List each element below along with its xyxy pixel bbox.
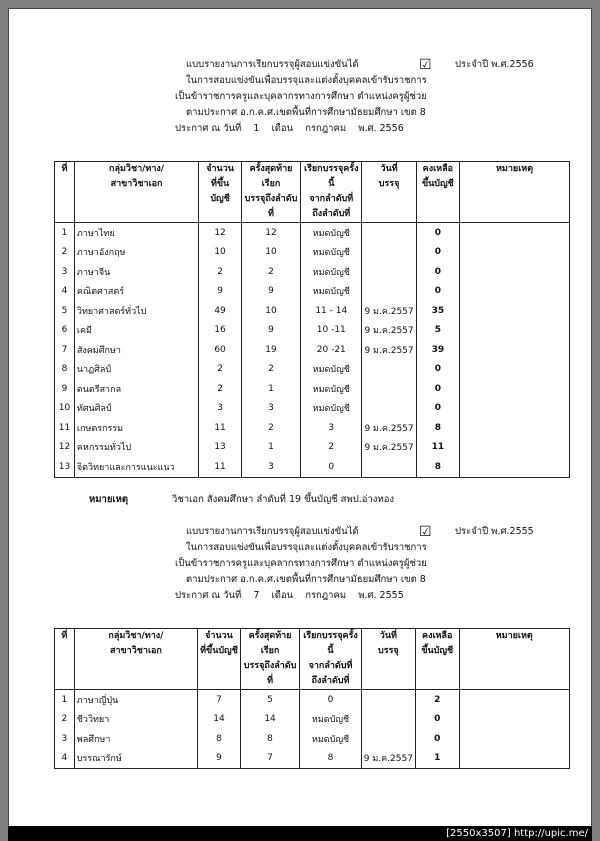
remark-cell	[460, 223, 570, 243]
call-range-cell: 20 -21	[301, 340, 362, 360]
date-cell: 9 ม.ค.2557	[362, 321, 416, 341]
table-row	[55, 223, 570, 243]
remain-cell: 35	[416, 301, 459, 321]
count-cell: 11	[199, 457, 242, 477]
table-row	[55, 710, 570, 730]
remain-cell: 8	[416, 418, 459, 438]
date-cell	[361, 690, 415, 710]
count-cell: 12	[199, 223, 242, 243]
subject-cell: วิทยาศาสตร์ทั่วไป	[74, 301, 198, 321]
row-number: 3	[55, 262, 75, 282]
remain-cell: 0	[416, 243, 459, 263]
date-cell	[362, 243, 416, 263]
col-header-count: จำนวน ที่ขึ้นบัญชี	[198, 629, 241, 690]
subject-cell: ภาษาอังกฤษ	[74, 243, 198, 263]
remark-cell	[460, 282, 570, 302]
subject-cell: บรรณารักษ์	[74, 749, 197, 769]
col-header-call-range: เรียกบรรจุครั้งนี้ จากลำดับที่ ถึงลำดับที่	[300, 629, 362, 690]
last-called-cell: 5	[240, 690, 299, 710]
call-range-cell: หมดบัญชี	[300, 710, 362, 730]
report-2-table-body	[55, 690, 570, 769]
col-header-remain: คงเหลือ ขึ้นบัญชี	[415, 629, 459, 690]
count-cell: 2	[199, 379, 242, 399]
table-row	[55, 749, 570, 769]
last-called-cell: 1	[241, 379, 300, 399]
col-header-date: วันที่ บรรจุ	[362, 162, 416, 223]
row-number: 7	[55, 340, 75, 360]
remain-cell: 39	[416, 340, 459, 360]
note-text: วิชาเอก สังคมศึกษา ลำดับที่ 19 ขึ้นบัญชี สพป.อ่างทอง	[172, 494, 395, 505]
remark-cell	[459, 729, 569, 749]
subject-cell: สังคมศึกษา	[74, 340, 198, 360]
table-row	[55, 340, 570, 360]
date-cell: 9 ม.ค.2557	[361, 749, 415, 769]
last-called-cell: 2	[241, 360, 300, 380]
row-number: 2	[55, 710, 75, 730]
last-called-cell: 14	[240, 710, 299, 730]
remark-cell	[459, 749, 569, 769]
row-number: 13	[55, 457, 75, 477]
col-header-count: จำนวน ที่ขึ้นบัญชี	[199, 162, 242, 223]
subject-cell: เกษตรกรรม	[74, 418, 198, 438]
subject-cell: ดนตรีสากล	[74, 379, 198, 399]
count-cell: 9	[198, 749, 241, 769]
count-cell: 49	[199, 301, 242, 321]
table-row	[55, 457, 570, 477]
col-header-remark: หมายเหตุ	[459, 629, 569, 690]
row-number: 11	[55, 418, 75, 438]
count-cell: 2	[199, 262, 242, 282]
count-cell: 2	[199, 360, 242, 380]
date-cell: 9 ม.ค.2557	[362, 438, 416, 458]
remark-cell	[460, 243, 570, 263]
remain-cell: 0	[415, 729, 459, 749]
checkbox-checked-icon: ☑	[419, 524, 432, 540]
col-header-subject: กลุ่มวิชา/ทาง/ สาขาวิชาเอก	[74, 629, 197, 690]
last-called-cell: 10	[241, 243, 300, 263]
call-range-cell: หมดบัญชี	[301, 223, 362, 243]
row-number: 3	[55, 729, 75, 749]
call-range-cell: 0	[300, 690, 362, 710]
remain-cell: 0	[415, 710, 459, 730]
count-cell: 13	[199, 438, 242, 458]
table-row	[55, 262, 570, 282]
table-row	[55, 360, 570, 380]
remain-cell: 0	[416, 223, 459, 243]
report-1-table-body	[55, 223, 570, 478]
col-header-no: ที่	[55, 162, 75, 223]
col-header-no: ที่	[55, 629, 75, 690]
call-range-cell: 0	[301, 457, 362, 477]
remain-cell: 8	[416, 457, 459, 477]
col-header-last-called: ครั้งสุดท้ายเรียก บรรจุถึงลำดับที่	[240, 629, 299, 690]
table-row	[55, 379, 570, 399]
row-number: 2	[55, 243, 75, 263]
date-cell	[362, 360, 416, 380]
call-range-cell: หมดบัญชี	[301, 282, 362, 302]
table-row	[55, 438, 570, 458]
note-label: หมายเหตุ	[89, 494, 129, 505]
call-range-cell: หมดบัญชี	[301, 379, 362, 399]
remain-cell: 11	[416, 438, 459, 458]
report-line-2: ในการสอบแข่งขันเพื่อบรรจุและแต่งตั้งบุคคลเข้ารับราชการ	[186, 542, 427, 553]
call-range-cell: 10 -11	[301, 321, 362, 341]
col-header-remain: คงเหลือ ขึ้นบัญชี	[416, 162, 459, 223]
remark-cell	[460, 418, 570, 438]
date-cell	[361, 710, 415, 730]
report-title: แบบรายงานการเรียกบรรจุผู้สอบแข่งขันได้	[186, 526, 359, 537]
remark-cell	[460, 457, 570, 477]
last-called-cell: 3	[241, 399, 300, 419]
table-row	[55, 399, 570, 419]
subject-cell: ชีววิทยา	[74, 710, 197, 730]
last-called-cell: 19	[241, 340, 300, 360]
remark-cell	[459, 710, 569, 730]
remain-cell: 0	[416, 282, 459, 302]
date-cell: 9 ม.ค.2557	[362, 340, 416, 360]
report-date-line: ประกาศ ณ วันที่ 7 เดือน กรกฎาคม พ.ศ. 2555	[175, 590, 404, 601]
row-number: 6	[55, 321, 75, 341]
report-line-3: เป็นข้าราชการครูและบุคลากรทางการศึกษา ตำแหน่งครูผู้ช่วย	[175, 91, 427, 102]
remain-cell: 0	[416, 360, 459, 380]
col-header-remark: หมายเหตุ	[460, 162, 570, 223]
count-cell: 7	[198, 690, 241, 710]
remain-cell: 0	[416, 379, 459, 399]
image-size-footer: [2550x3507] http://upic.me/	[8, 826, 592, 841]
row-number: 4	[55, 282, 75, 302]
report-line-4: ตามประกาศ อ.ก.ค.ศ.เขตพื้นที่การศึกษามัธยมศึกษา เขต 8	[186, 107, 426, 118]
report-year: ประจำปี พ.ศ.2556	[455, 59, 534, 70]
call-range-cell: 8	[300, 749, 362, 769]
remark-cell	[460, 438, 570, 458]
table-row	[55, 729, 570, 749]
count-cell: 10	[199, 243, 242, 263]
last-called-cell: 9	[241, 282, 300, 302]
date-cell	[362, 379, 416, 399]
date-cell	[362, 457, 416, 477]
subject-cell: นาฏศิลป์	[74, 360, 198, 380]
col-header-date: วันที่ บรรจุ	[361, 629, 415, 690]
subject-cell: คหกรรมทั่วไป	[74, 438, 198, 458]
count-cell: 60	[199, 340, 242, 360]
last-called-cell: 1	[241, 438, 300, 458]
count-cell: 3	[199, 399, 242, 419]
last-called-cell: 8	[240, 729, 299, 749]
call-range-cell: หมดบัญชี	[301, 243, 362, 263]
subject-cell: ภาษาญี่ปุ่น	[74, 690, 197, 710]
row-number: 10	[55, 399, 75, 419]
date-cell	[361, 729, 415, 749]
remain-cell: 2	[415, 690, 459, 710]
row-number: 1	[55, 223, 75, 243]
call-range-cell: 3	[301, 418, 362, 438]
report-2-table	[54, 628, 570, 769]
subject-cell: ภาษาไทย	[74, 223, 198, 243]
remark-cell	[460, 321, 570, 341]
call-range-cell: หมดบัญชี	[300, 729, 362, 749]
last-called-cell: 9	[241, 321, 300, 341]
table-row	[55, 418, 570, 438]
report-line-4: ตามประกาศ อ.ก.ค.ศ.เขตพื้นที่การศึกษามัธยมศึกษา เขต 8	[186, 574, 426, 585]
date-cell: 9 ม.ค.2557	[362, 418, 416, 438]
report-title: แบบรายงานการเรียกบรรจุผู้สอบแข่งขันได้	[186, 59, 359, 70]
table-header-row	[55, 629, 570, 690]
call-range-cell: หมดบัญชี	[301, 262, 362, 282]
table-header-row	[55, 162, 570, 223]
last-called-cell: 2	[241, 262, 300, 282]
table-row	[55, 690, 570, 710]
subject-cell: ทัศนศิลป์	[74, 399, 198, 419]
last-called-cell: 3	[241, 457, 300, 477]
count-cell: 9	[199, 282, 242, 302]
row-number: 9	[55, 379, 75, 399]
col-header-subject: กลุ่มวิชา/ทาง/ สาขาวิชาเอก	[74, 162, 198, 223]
report-date-line: ประกาศ ณ วันที่ 1 เดือน กรกฎาคม พ.ศ. 2556	[175, 123, 404, 134]
table-row	[55, 282, 570, 302]
report-1-note	[89, 492, 394, 507]
subject-cell: พลศึกษา	[74, 729, 197, 749]
report-line-3: เป็นข้าราชการครูและบุคลากรทางการศึกษา ตำแหน่งครูผู้ช่วย	[175, 558, 427, 569]
remark-cell	[460, 301, 570, 321]
remain-cell: 0	[416, 399, 459, 419]
row-number: 5	[55, 301, 75, 321]
call-range-cell: 2	[301, 438, 362, 458]
col-header-last-called: ครั้งสุดท้ายเรียก บรรจุถึงลำดับที่	[241, 162, 300, 223]
remark-cell	[459, 690, 569, 710]
row-number: 12	[55, 438, 75, 458]
count-cell: 14	[198, 710, 241, 730]
call-range-cell: 11 - 14	[301, 301, 362, 321]
checkbox-checked-icon: ☑	[419, 57, 432, 73]
subject-cell: ภาษาจีน	[74, 262, 198, 282]
date-cell	[362, 262, 416, 282]
date-cell	[362, 282, 416, 302]
table-row	[55, 301, 570, 321]
subject-cell: คณิตศาสตร์	[74, 282, 198, 302]
row-number: 4	[55, 749, 75, 769]
table-row	[55, 321, 570, 341]
date-cell: 9 ม.ค.2557	[362, 301, 416, 321]
row-number: 1	[55, 690, 75, 710]
date-cell	[362, 399, 416, 419]
subject-cell: จิตวิทยาและการแนะแนว	[74, 457, 198, 477]
report-1-table	[54, 161, 570, 478]
remark-cell	[460, 340, 570, 360]
remain-cell: 0	[416, 262, 459, 282]
subject-cell: เคมี	[74, 321, 198, 341]
last-called-cell: 7	[240, 749, 299, 769]
call-range-cell: หมดบัญชี	[301, 399, 362, 419]
last-called-cell: 12	[241, 223, 300, 243]
count-cell: 16	[199, 321, 242, 341]
last-called-cell: 2	[241, 418, 300, 438]
remark-cell	[460, 399, 570, 419]
last-called-cell: 10	[241, 301, 300, 321]
date-cell	[362, 223, 416, 243]
row-number: 8	[55, 360, 75, 380]
count-cell: 8	[198, 729, 241, 749]
col-header-call-range: เรียกบรรจุครั้งนี้ จากลำดับที่ ถึงลำดับที่	[301, 162, 362, 223]
report-line-2: ในการสอบแข่งขันเพื่อบรรจุและแต่งตั้งบุคคลเข้ารับราชการ	[186, 75, 427, 86]
remark-cell	[460, 360, 570, 380]
report-year: ประจำปี พ.ศ.2555	[455, 526, 534, 537]
remark-cell	[460, 262, 570, 282]
remain-cell: 5	[416, 321, 459, 341]
remain-cell: 1	[415, 749, 459, 769]
call-range-cell: หมดบัญชี	[301, 360, 362, 380]
document-page	[8, 8, 592, 833]
table-row	[55, 243, 570, 263]
count-cell: 11	[199, 418, 242, 438]
remark-cell	[460, 379, 570, 399]
